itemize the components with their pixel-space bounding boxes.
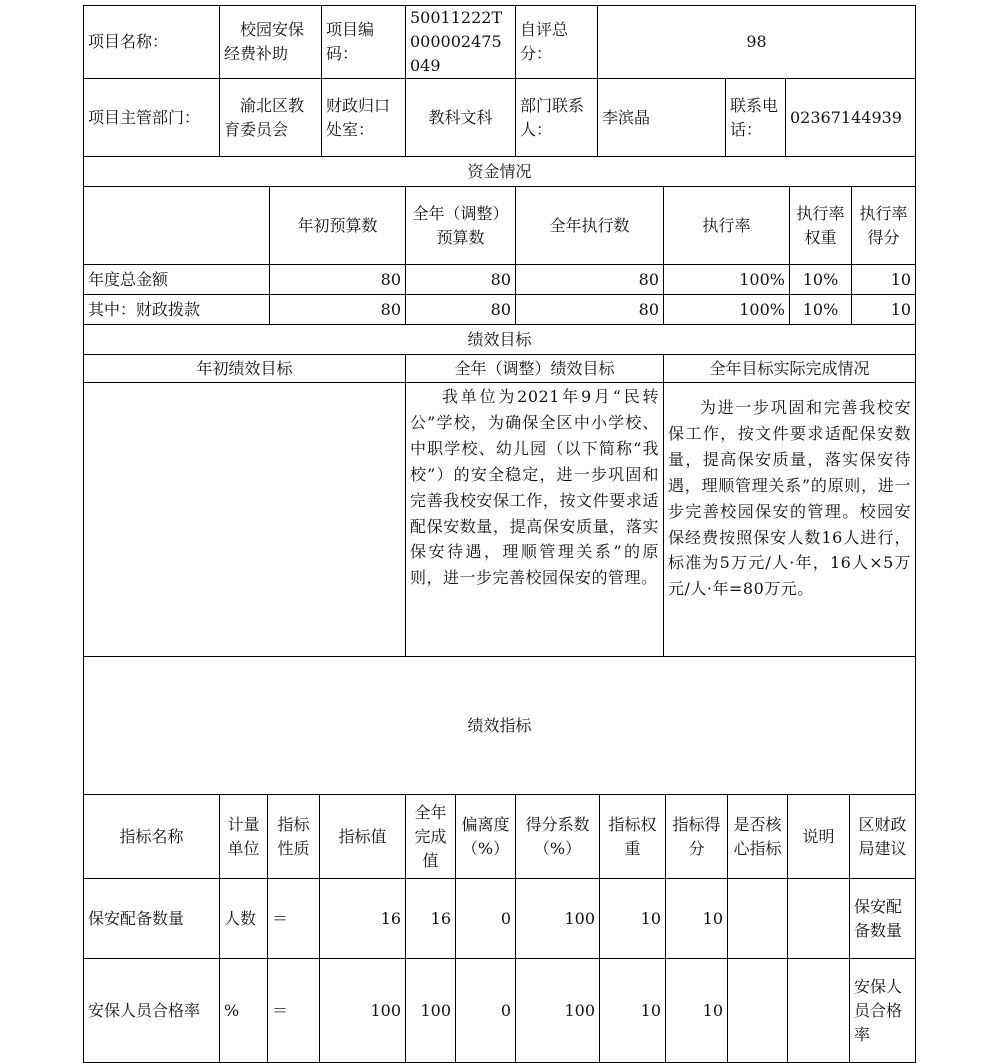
ind-row-coef: 100 <box>516 959 600 1063</box>
funds-col-executed: 全年执行数 <box>516 187 664 265</box>
ind-row-unit: % <box>220 959 268 1063</box>
project-info-table <box>83 5 916 157</box>
goals-table <box>83 324 916 657</box>
project-name-label: 项目名称： <box>84 6 220 79</box>
funds-row-rate: 100% <box>664 295 790 325</box>
ind-row-core <box>728 879 788 959</box>
ind-row-weight: 10 <box>600 959 666 1063</box>
funds-row-score: 10 <box>852 265 916 295</box>
project-name-value: 校园安保经费补助 <box>220 6 322 79</box>
ind-row-value: 16 <box>320 879 406 959</box>
goals-section-title: 绩效目标 <box>84 325 916 355</box>
ind-row-name: 安保人员合格率 <box>84 959 220 1063</box>
ind-row-score: 10 <box>666 959 728 1063</box>
ind-row-value: 100 <box>320 959 406 1063</box>
ind-col-value: 指标值 <box>320 795 406 879</box>
funds-row-score: 10 <box>852 295 916 325</box>
phone-label: 联系电话： <box>726 79 786 157</box>
ind-row-nature: ＝ <box>268 879 320 959</box>
dept-label: 项目主管部门： <box>84 79 220 157</box>
ind-row-actual: 16 <box>406 879 456 959</box>
funds-row <box>84 295 916 325</box>
ind-col-deviation: 偏离度（%） <box>456 795 516 879</box>
funds-row-initial: 80 <box>270 295 406 325</box>
goals-initial-text <box>84 383 406 657</box>
table-row <box>84 879 916 959</box>
performance-self-evaluation-form <box>83 5 916 1063</box>
funds-row-adjusted: 80 <box>406 265 516 295</box>
self-score-value: 98 <box>598 6 916 79</box>
indicators-table <box>83 656 916 1063</box>
ind-col-core: 是否核心指标 <box>728 795 788 879</box>
funds-row-label: 其中：财政拨款 <box>84 295 270 325</box>
ind-col-advice: 区财政局建议 <box>850 795 916 879</box>
finance-office-label: 财政归口处室： <box>322 79 406 157</box>
ind-row-advice: 安保人员合格率 <box>850 959 916 1063</box>
ind-col-score: 指标得分 <box>666 795 728 879</box>
phone-value: 02367144939 <box>786 79 916 157</box>
ind-row-nature: ＝ <box>268 959 320 1063</box>
goals-col-actual: 全年目标实际完成情况 <box>664 355 916 383</box>
ind-col-nature: 指标性质 <box>268 795 320 879</box>
contact-label: 部门联系人： <box>516 79 598 157</box>
ind-col-coef: 得分系数（%） <box>516 795 600 879</box>
funds-col-score: 执行率得分 <box>852 187 916 265</box>
funds-col-weight: 执行率权重 <box>790 187 852 265</box>
goals-col-adjusted: 全年（调整）绩效目标 <box>406 355 664 383</box>
funds-row-label: 年度总金额 <box>84 265 270 295</box>
ind-row-note <box>788 959 850 1063</box>
table-row <box>84 959 916 1063</box>
funds-row-executed: 80 <box>516 265 664 295</box>
project-code-value: 50011222T000002475049 <box>406 6 516 79</box>
funds-header-blank <box>84 187 270 265</box>
ind-col-note: 说明 <box>788 795 850 879</box>
indicators-section-title: 绩效指标 <box>84 657 916 795</box>
funds-row-weight: 10% <box>790 265 852 295</box>
goals-col-initial: 年初绩效目标 <box>84 355 406 383</box>
ind-row-note <box>788 879 850 959</box>
funds-row-rate: 100% <box>664 265 790 295</box>
ind-col-name: 指标名称 <box>84 795 220 879</box>
ind-row-deviation: 0 <box>456 959 516 1063</box>
goals-adjusted-text: 我单位为2021年9月“民转公”学校，为确保全区中小学校、中职学校、幼儿园（以下简称“我校”）的安全稳定，进一步巩固和完善我校安保工作，按文件要求适配保安数量，提高保安质量，落实保安待遇，理顺管理关系”的原则，进一步完善校园保安的管理。 <box>406 383 664 657</box>
ind-col-unit: 计量单位 <box>220 795 268 879</box>
ind-row-score: 10 <box>666 879 728 959</box>
ind-col-actual: 全年完成值 <box>406 795 456 879</box>
ind-row-name: 保安配备数量 <box>84 879 220 959</box>
goals-actual-text: 为进一步巩固和完善我校安保工作，按文件要求适配保安数量，提高保安质量，落实保安待遇，理顺管理关系”的原则，进一步完善校园保安的管理。校园安保经费按照保安人数16人进行，标准为5万元/人·年，16人×5万元/人·年=80万元。 <box>664 383 916 657</box>
funds-row <box>84 265 916 295</box>
ind-row-unit: 人数 <box>220 879 268 959</box>
ind-row-coef: 100 <box>516 879 600 959</box>
funds-row-weight: 10% <box>790 295 852 325</box>
dept-value: 渝北区教育委员会 <box>220 79 322 157</box>
funds-section-title: 资金情况 <box>84 157 916 187</box>
contact-value: 李滨晶 <box>598 79 726 157</box>
funds-row-executed: 80 <box>516 295 664 325</box>
ind-row-actual: 100 <box>406 959 456 1063</box>
self-score-label: 自评总分： <box>516 6 598 79</box>
project-code-label: 项目编码： <box>322 6 406 79</box>
ind-row-weight: 10 <box>600 879 666 959</box>
funds-row-initial: 80 <box>270 265 406 295</box>
funds-col-adjusted: 全年（调整）预算数 <box>406 187 516 265</box>
funds-col-rate: 执行率 <box>664 187 790 265</box>
ind-row-advice: 保安配备数量 <box>850 879 916 959</box>
funds-row-adjusted: 80 <box>406 295 516 325</box>
ind-row-core <box>728 959 788 1063</box>
funds-table <box>83 156 916 325</box>
ind-row-deviation: 0 <box>456 879 516 959</box>
funds-col-initial: 年初预算数 <box>270 187 406 265</box>
ind-col-weight: 指标权重 <box>600 795 666 879</box>
finance-office-value: 教科文科 <box>406 79 516 157</box>
